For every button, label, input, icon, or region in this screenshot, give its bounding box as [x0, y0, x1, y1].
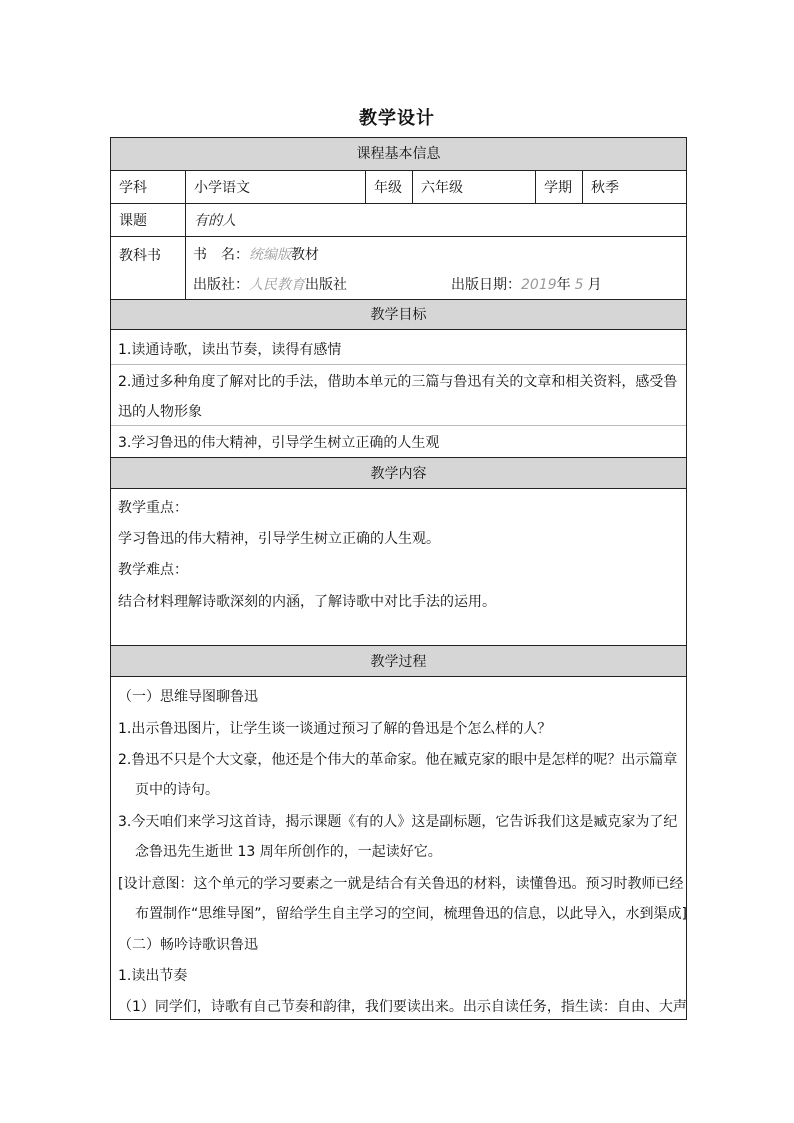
- goal-line: 2.通过多种角度了解对比的手法，借助本单元的三篇与鲁迅有关的文章和相关资料，感受鲁: [118, 374, 678, 390]
- subject-label: 学科: [111, 171, 186, 203]
- process-line: 2.鲁迅不只是个大文豪，他还是个伟大的革命家。他在臧克家的眼中是怎样的呢？出示篇章: [118, 752, 678, 768]
- grade-value: 六年级: [413, 171, 536, 203]
- book-name-label: 书 名：: [193, 247, 249, 263]
- process-line: 页中的诗句。: [135, 782, 219, 798]
- topic-value: 有的人: [194, 213, 236, 229]
- topic-label: 课题: [111, 204, 186, 236]
- section-header-basic-info: 课程基本信息: [111, 138, 686, 171]
- publisher-value: 人民教育: [249, 277, 305, 293]
- info-row-topic: [111, 204, 686, 236]
- lesson-plan-table: [110, 137, 687, 1020]
- subject-value: 小学语文: [186, 171, 366, 203]
- info-row-subject: [111, 171, 686, 203]
- grade-label: 年级: [366, 171, 413, 203]
- process-line: 布置制作“思维导图”，留给学生自主学习的空间，梳理鲁迅的信息，以此导入，水到渠成]: [135, 906, 687, 922]
- book-name-value: 统编版: [249, 247, 291, 263]
- publisher-suffix: 出版社: [305, 277, 347, 293]
- difficulty-text: 结合材料理解诗歌深刻的内涵，了解诗歌中对比手法的运用。: [118, 594, 496, 610]
- term-label: 学期: [536, 171, 583, 203]
- goal-line: 迅的人物形象: [118, 404, 202, 420]
- date-month-suffix: 月: [587, 277, 602, 293]
- difficulty-label: 教学难点：: [118, 562, 188, 578]
- date-label: 出版日期：: [451, 277, 521, 293]
- row-divider: [111, 425, 686, 426]
- term-value: 秋季: [591, 180, 619, 196]
- date-month: 5: [574, 277, 584, 293]
- section-header-process: 教学过程: [111, 645, 686, 677]
- info-row-textbook: [111, 237, 686, 299]
- key-point-text: 学习鲁迅的伟大精神，引导学生树立正确的人生观。: [118, 531, 440, 547]
- process-line: 念鲁迅先生逝世 13 周年所创作的，一起读好它。: [135, 844, 442, 860]
- goal-line: 3.学习鲁迅的伟大精神，引导学生树立正确的人生观: [118, 435, 440, 451]
- date-year: 2019: [521, 277, 557, 293]
- goal-line: 1.读通诗歌，读出节奏，读得有感情: [118, 342, 342, 358]
- section-header-content: 教学内容: [111, 457, 686, 489]
- process-line: （一）思维导图聊鲁迅: [118, 689, 258, 705]
- textbook-label: 教科书: [111, 237, 186, 299]
- row-divider: [111, 364, 686, 365]
- publisher-label: 出版社：: [193, 277, 249, 293]
- process-line: （二）畅吟诗歌识鲁迅: [118, 937, 258, 953]
- process-line: 1.出示鲁迅图片，让学生谈一谈通过预习了解的鲁迅是个怎么样的人？: [118, 721, 552, 737]
- process-line: （1）同学们，诗歌有自己节奏和韵律，我们要读出来。出示自读任务，指生读：自由、大声: [118, 999, 687, 1015]
- book-name-suffix: 教材: [291, 247, 319, 263]
- key-point-label: 教学重点：: [118, 500, 188, 516]
- book-name-line: [193, 244, 319, 264]
- process-line: [设计意图：这个单元的学习要素之一就是结合有关鲁迅的材料，读懂鲁迅。预习时教师已经: [118, 876, 684, 892]
- publisher-line: [193, 274, 347, 294]
- process-line: 1.读出节奏: [118, 968, 188, 984]
- process-line: 3.今天咱们来学习这首诗，揭示课题《有的人》这是副标题，它告诉我们这是臧克家为了纪: [118, 814, 678, 830]
- document-title: 教学设计: [359, 108, 435, 129]
- section-header-goals: 教学目标: [111, 299, 686, 330]
- publish-date-line: [451, 274, 602, 294]
- date-year-suffix: 年: [556, 277, 571, 293]
